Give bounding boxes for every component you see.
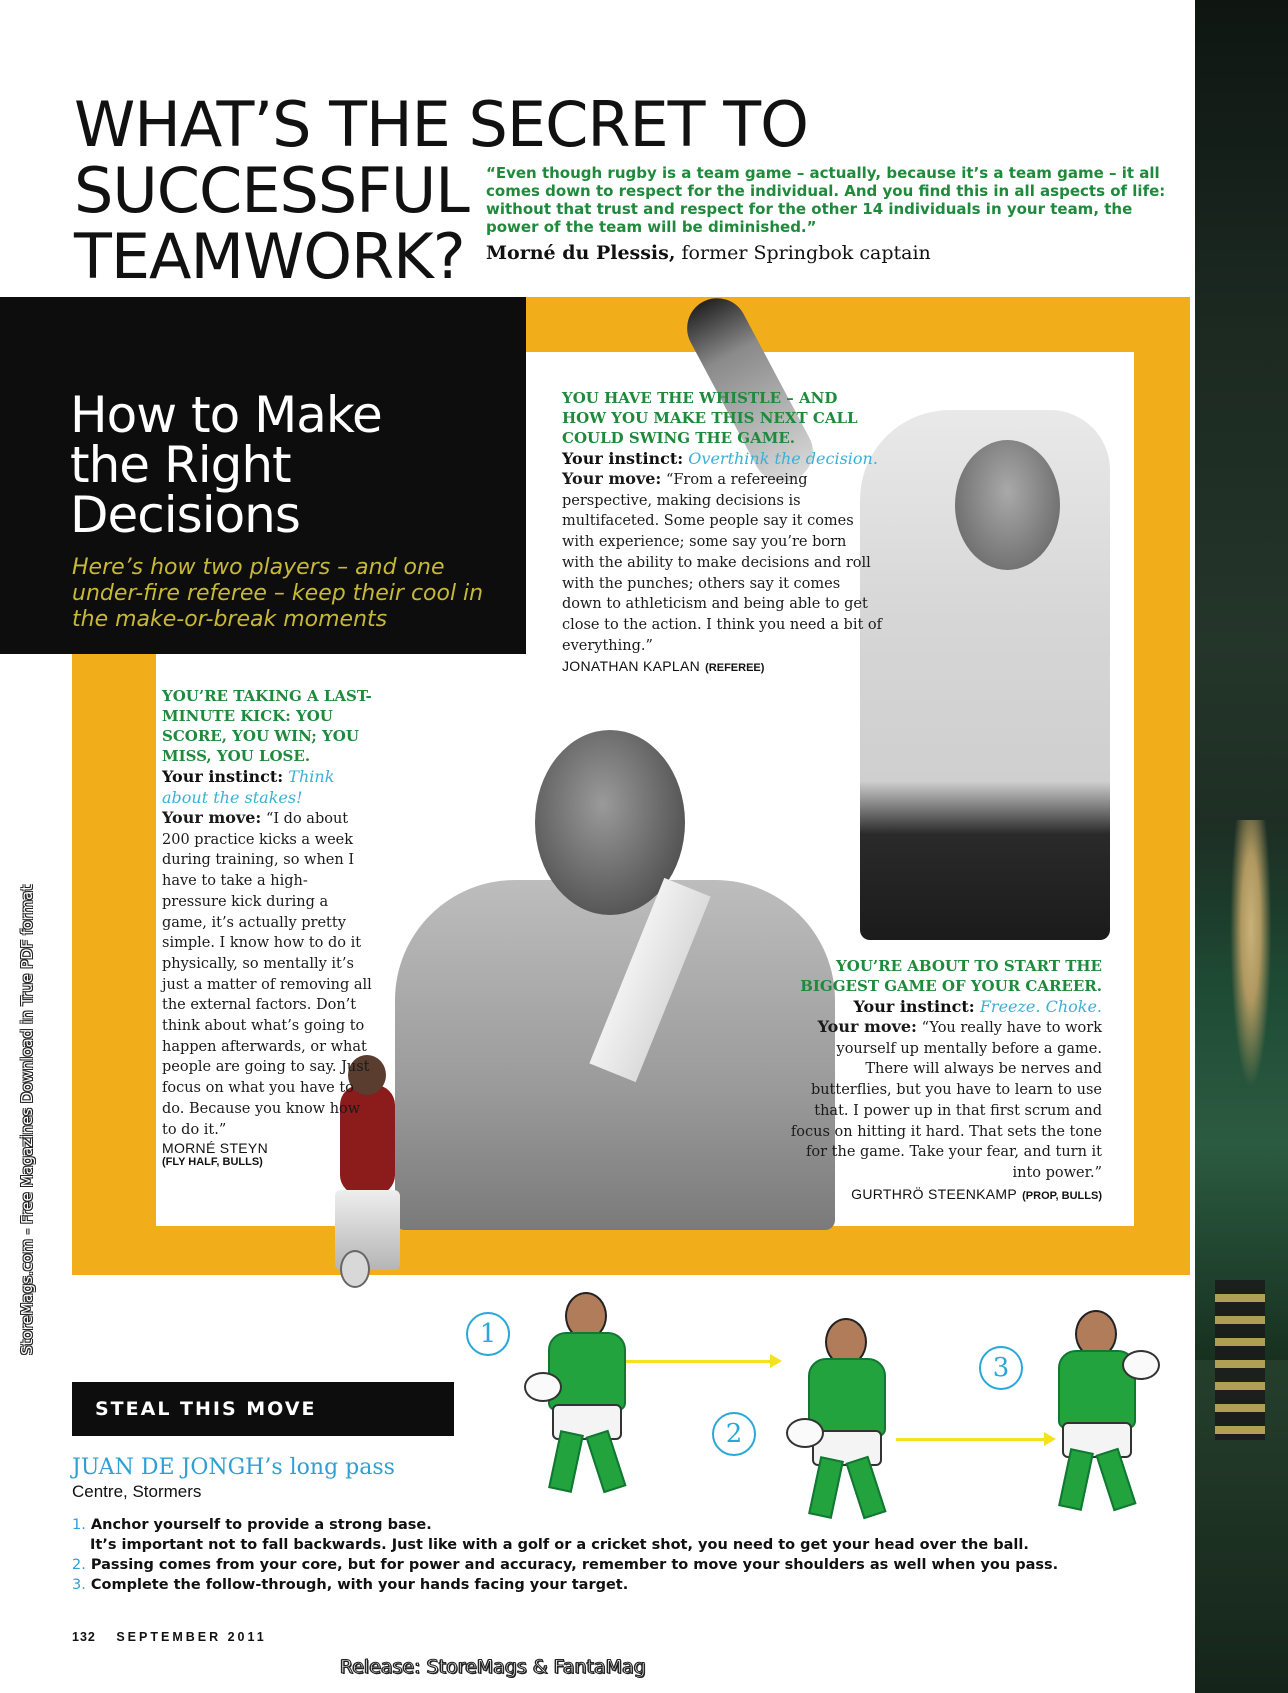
referee-block — [562, 388, 882, 675]
pull-quote: “Even though rugby is a team game – actually, because it’s a team game – it all comes down to respect for the individual. And you find this in all aspects of life: without that trust and respect for the other 14 individuals in your team, the power of the team will be diminished.” — [486, 164, 1166, 236]
rugby-ball — [340, 1250, 370, 1288]
steenkamp-move — [790, 1017, 1102, 1184]
feature-subtitle: Here’s how two players – and one under-fire referee – keep their cool in the make-or-break moments — [72, 555, 484, 632]
ball-icon — [786, 1418, 824, 1448]
step-text: Anchor yourself to provide a strong base. — [90, 1517, 432, 1533]
steenkamp-instinct — [790, 996, 1102, 1017]
move-label: Your move: — [817, 1017, 917, 1036]
speaker-name: GURTHRÖ STEENKAMP — [851, 1185, 1018, 1202]
speaker-name: JONATHAN KAPLAN — [562, 658, 701, 675]
issue-date: SEPTEMBER 2011 — [116, 1630, 267, 1644]
prop-photo — [395, 730, 835, 1230]
arrow-icon — [622, 1360, 772, 1363]
player-leg — [585, 1430, 626, 1494]
player-figure — [530, 1292, 640, 1492]
edge-photo-player — [1195, 820, 1288, 1360]
instinct-value: Freeze. Choke. — [979, 997, 1102, 1016]
move-subtitle: Centre, Stormers — [72, 1482, 202, 1501]
speaker-role: (REFEREE) — [705, 662, 765, 675]
step-number: 3. — [72, 1577, 86, 1593]
step-item — [72, 1515, 1192, 1535]
ball-icon — [524, 1372, 562, 1402]
step-number: 1. — [72, 1517, 86, 1533]
step-item — [72, 1555, 1192, 1575]
step-number-1: 1 — [466, 1312, 510, 1356]
player-leg — [1095, 1448, 1136, 1512]
referee-photo — [860, 290, 1110, 940]
move-title: JUAN DE JONGH’s long pass — [72, 1455, 395, 1480]
move-label: Your move: — [162, 808, 262, 827]
speaker-role: (FLY HALF, BULLS) — [162, 1156, 263, 1169]
speaker-role: (PROP, BULLS) — [1022, 1189, 1102, 1202]
player-leg — [845, 1456, 886, 1520]
steenkamp-scenario: YOU’RE ABOUT TO START THE BIGGEST GAME OF YOUR CAREER. — [800, 957, 1102, 995]
instinct-label: Your instinct: — [853, 997, 975, 1016]
steyn-move — [162, 808, 372, 1140]
player-figure — [790, 1318, 900, 1518]
speaker-name: MORNÉ STEYN — [162, 1140, 268, 1157]
player-jersey — [548, 1332, 626, 1411]
move-text: “From a refereeing perspective, making decisions is multifaceted. Some people say it comes with experience; some say you’re born with the ability to make decisions and roll with the punches; others say it comes down to athleticism and being able to get close to the action. I think you need a bit of everything.” — [562, 472, 882, 654]
ball-icon — [1122, 1350, 1160, 1380]
step-number: 2. — [72, 1557, 86, 1573]
instinct-label: Your instinct: — [162, 767, 284, 786]
step-item — [72, 1535, 1192, 1555]
instinct-value: Overthink the decision. — [688, 449, 878, 468]
step-text: Complete the follow-through, with your hands facing your target. — [90, 1577, 629, 1593]
page-title-line2: TEAMWORK? — [74, 220, 465, 293]
referee-move — [562, 469, 882, 656]
move-text: “You really have to work yourself up mentally before a game. There will always be nerves and butterflies, but you have to learn to use that. I power up in that first scrum and focus on hitting it hard. That sets the tone for the game. Take your fear, and turn it into power.” — [790, 1020, 1102, 1181]
side-watermark: StoreMags.com - Free Magazines Download in True PDF format — [18, 884, 36, 1355]
feature-title-line: How to Make — [70, 386, 382, 444]
instinct-value: Think about the stakes! — [162, 767, 335, 807]
steenkamp-block — [790, 956, 1102, 1203]
steal-this-move-label: STEAL THIS MOVE — [95, 1398, 317, 1420]
step-text: Passing comes from your core, but for power and accuracy, remember to move your shoulders as well when you pass. — [90, 1557, 1059, 1573]
move-steps — [72, 1515, 1192, 1595]
player-figure — [1040, 1310, 1150, 1510]
steyn-scenario: YOU’RE TAKING A LAST-MINUTE KICK: YOU SCORE, YOU WIN; YOU MISS, YOU LOSE. — [162, 687, 372, 765]
steyn-block — [162, 686, 372, 1168]
page-number: 132 — [72, 1630, 96, 1644]
step-number-3: 3 — [979, 1346, 1023, 1390]
feature-title-line: the Right — [70, 436, 291, 494]
page-title-line1: WHAT’S THE SECRET TO SUCCESSFUL — [74, 88, 808, 227]
player-leg — [1058, 1448, 1094, 1511]
referee-head — [955, 440, 1060, 570]
steyn-instinct — [162, 766, 372, 808]
move-label: Your move: — [562, 469, 662, 488]
referee-credit — [562, 656, 882, 675]
feature-title-line: Decisions — [70, 486, 300, 544]
player-leg — [548, 1430, 584, 1493]
quote-attribution — [486, 242, 931, 264]
instinct-label: Your instinct: — [562, 449, 684, 468]
edge-photo-sock — [1215, 1280, 1265, 1440]
release-watermark: Release: StoreMags & FantaMag — [340, 1656, 646, 1678]
move-text: “I do about 200 practice kicks a week during training, so when I have to take a high-pressure kick during a game, it’s actually pretty simple. I know how to do it physically, so mentally it’s just a matter of removing all the external factors. Don’t think about what’s going to happen afterwards, or what people are going to say. Just focus on what you have to do. Because you know how to do it.” — [162, 811, 372, 1138]
player-leg — [808, 1456, 844, 1519]
feature-title — [70, 386, 510, 544]
referee-instinct — [562, 448, 882, 469]
step-item — [72, 1575, 1192, 1595]
quote-author-role: former Springbok captain — [681, 242, 931, 264]
quote-author: Morné du Plessis, — [486, 242, 676, 264]
steenkamp-credit — [790, 1184, 1102, 1203]
arrow-icon — [896, 1438, 1046, 1441]
step-text: It’s important not to fall backwards. Just like with a golf or a cricket shot, you need to get your head over the ball. — [90, 1537, 1029, 1553]
step-number-2: 2 — [712, 1412, 756, 1456]
folio — [72, 1630, 267, 1644]
referee-scenario: YOU HAVE THE WHISTLE – AND HOW YOU MAKE THIS NEXT CALL COULD SWING THE GAME. — [562, 389, 858, 447]
